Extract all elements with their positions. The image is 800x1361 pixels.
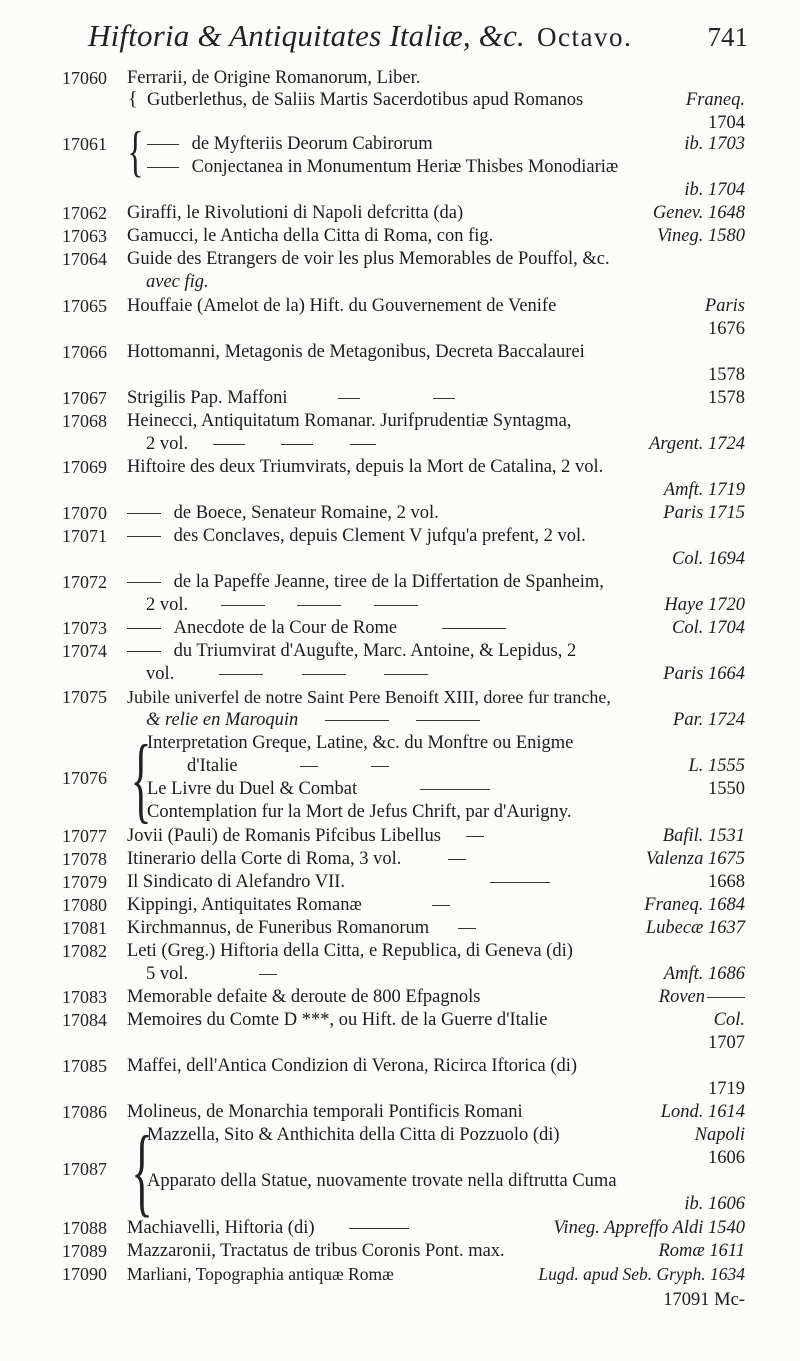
entry-number: 17090 bbox=[62, 1264, 107, 1284]
entry-text: Gutberlethus, de Saliis Martis Sacerdotibus apud Romanos bbox=[147, 90, 584, 110]
entry-number: 17075 bbox=[62, 687, 107, 707]
entry-line bbox=[127, 987, 745, 1009]
imprint-year: 1719 bbox=[708, 1079, 745, 1099]
imprint: Valenza 1675 bbox=[645, 849, 745, 869]
entry-line bbox=[147, 90, 745, 112]
ditto-rule bbox=[297, 605, 341, 606]
ditto-rule bbox=[490, 882, 550, 883]
entry-text: Kirchmannus, de Funeribus Romanorum bbox=[127, 918, 430, 938]
imprint: Franeq. 1684 bbox=[644, 895, 745, 915]
entry-number: 17065 bbox=[62, 296, 107, 316]
entry-text: 2 vol. bbox=[146, 434, 189, 454]
imprint: Lond. 1614 bbox=[660, 1102, 745, 1122]
ditto-rule bbox=[448, 859, 466, 860]
entry-line bbox=[147, 733, 745, 755]
entry-line bbox=[127, 319, 745, 341]
entry-line bbox=[127, 895, 745, 917]
ditto-rule bbox=[338, 398, 360, 399]
entry-number: 17070 bbox=[62, 503, 107, 523]
entry-number: 17067 bbox=[62, 388, 107, 408]
imprint: Paris 1715 bbox=[663, 503, 745, 523]
imprint: Haye 1720 bbox=[664, 595, 745, 615]
imprint: Col. 1704 bbox=[672, 618, 745, 638]
entry-text: Kippingi, Antiquitates Romanæ bbox=[127, 895, 362, 915]
ditto-rule bbox=[432, 905, 450, 906]
entry-line bbox=[147, 134, 745, 156]
entry-line bbox=[147, 802, 745, 824]
running-title: Hiftoria & Antiquitates Italiæ, &c. bbox=[88, 18, 525, 53]
imprint: Roven bbox=[658, 987, 705, 1007]
imprint-place: Col. bbox=[713, 1010, 745, 1030]
imprint: Amft. 1686 bbox=[663, 964, 745, 984]
entry-text: Il Sindicato di Alefandro VII. bbox=[127, 872, 346, 892]
entry-number: 17061 bbox=[62, 134, 107, 154]
ditto-rule bbox=[147, 167, 179, 168]
imprint-year: 1578 bbox=[708, 365, 745, 385]
entry-line bbox=[127, 480, 745, 502]
ditto-rule bbox=[281, 444, 313, 445]
entry-text: Marliani, Topographia antiquæ Romæ bbox=[127, 1264, 394, 1284]
entry-line bbox=[127, 1056, 745, 1078]
ditto-rule bbox=[219, 674, 263, 675]
ditto-rule bbox=[127, 536, 161, 537]
ditto-rule bbox=[127, 582, 161, 583]
imprint-year: 1704 bbox=[708, 113, 745, 133]
entry-number: 17062 bbox=[62, 203, 107, 223]
entry-number: 17089 bbox=[62, 1241, 107, 1261]
entry-line bbox=[127, 1010, 745, 1032]
entry-text: du Triumvirat d'Augufte, Marc. Antoine, & Lepidus, 2 bbox=[173, 641, 577, 661]
entry-number: 17064 bbox=[62, 249, 107, 269]
imprint-place: Napoli bbox=[694, 1125, 745, 1145]
imprint: Vineg. 1580 bbox=[656, 226, 745, 246]
entry-text: des Conclaves, depuis Clement V jufqu'a prefent, 2 vol. bbox=[173, 526, 586, 546]
entry-line bbox=[127, 365, 745, 387]
entry-text: Anecdote de la Cour de Rome bbox=[173, 618, 398, 638]
entry-number: 17087 bbox=[62, 1159, 107, 1179]
entry-text: de Boece, Senateur Romaine, 2 vol. bbox=[173, 503, 439, 523]
entry-number: 17086 bbox=[62, 1102, 107, 1122]
catchword: 17091 Mc- bbox=[663, 1290, 745, 1310]
entry-text: d'Italie bbox=[187, 756, 238, 776]
entry-number: 17063 bbox=[62, 226, 107, 246]
entry-number: 17073 bbox=[62, 618, 107, 638]
ditto-rule bbox=[707, 997, 745, 998]
imprint-year: 1676 bbox=[708, 319, 745, 339]
entry-line bbox=[147, 1125, 745, 1147]
entry-text: Memorable defaite & deroute de 800 Efpagnols bbox=[127, 987, 481, 1007]
ditto-rule bbox=[213, 444, 245, 445]
entry-line bbox=[127, 918, 745, 940]
ditto-rule bbox=[371, 766, 389, 767]
entry-number: 17069 bbox=[62, 457, 107, 477]
entry-line bbox=[127, 1079, 745, 1101]
ditto-rule bbox=[458, 928, 476, 929]
entry-line bbox=[127, 687, 745, 709]
entry-number: 17082 bbox=[62, 941, 107, 961]
ditto-rule bbox=[221, 605, 265, 606]
brace: { bbox=[127, 121, 144, 183]
entry-number: 17077 bbox=[62, 826, 107, 846]
ditto-rule bbox=[147, 144, 179, 145]
entry-line bbox=[127, 1218, 745, 1240]
entry-line bbox=[147, 779, 745, 801]
entry-line bbox=[127, 826, 745, 848]
entry-number: 17072 bbox=[62, 572, 107, 592]
entry-line bbox=[146, 964, 745, 986]
entry-number: 17083 bbox=[62, 987, 107, 1007]
entry-line bbox=[127, 411, 745, 433]
entry-line bbox=[127, 203, 745, 225]
imprint-year: 1668 bbox=[708, 872, 745, 892]
entry-line bbox=[127, 249, 745, 271]
entry-line bbox=[127, 68, 745, 90]
imprint-place: Franeq. bbox=[685, 90, 745, 110]
entry-line bbox=[147, 1171, 745, 1193]
entry-text: Mazzaronii, Tractatus de tribus Coronis Pont. max. bbox=[127, 1241, 505, 1261]
entry-text: 2 vol. bbox=[146, 595, 189, 615]
entry-line bbox=[127, 849, 745, 871]
imprint: Bafil. 1531 bbox=[662, 826, 745, 846]
ditto-rule bbox=[259, 974, 277, 975]
imprint-year: 1578 bbox=[708, 388, 745, 408]
entry-text: Le Livre du Duel & Combat bbox=[147, 779, 358, 799]
brace-top: { bbox=[128, 88, 138, 110]
entry-text: Guide des Etrangers de voir les plus Memorables de Pouffol, &c. bbox=[127, 249, 610, 269]
imprint: L. 1555 bbox=[688, 756, 745, 776]
entry-line bbox=[127, 503, 745, 525]
entry-number: 17076 bbox=[62, 768, 107, 788]
entry-line bbox=[127, 342, 745, 364]
entry-number: 17088 bbox=[62, 1218, 107, 1238]
imprint: Argent. 1724 bbox=[649, 434, 745, 454]
imprint: ib. 1704 bbox=[684, 180, 745, 200]
imprint: Romæ 1611 bbox=[658, 1241, 745, 1261]
entry-line bbox=[146, 434, 745, 456]
imprint: Col. 1694 bbox=[672, 549, 745, 569]
entry-line bbox=[127, 1033, 745, 1055]
imprint-year: 1707 bbox=[708, 1033, 745, 1053]
entry-text: Hottomanni, Metagonis de Metagonibus, Decreta Baccalaurei bbox=[127, 342, 585, 362]
entry-text: Memoires du Comte D ***, ou Hift. de la Guerre d'Italie bbox=[127, 1010, 548, 1030]
entry-text: Itinerario della Corte di Roma, 3 vol. bbox=[127, 849, 402, 869]
ditto-rule bbox=[416, 720, 480, 721]
entry-line bbox=[127, 226, 745, 248]
imprint: Genev. 1648 bbox=[652, 203, 745, 223]
imprint: Amft. 1719 bbox=[663, 480, 745, 500]
entry-line bbox=[127, 549, 745, 571]
entry-line bbox=[127, 388, 745, 410]
entry-text: Jovii (Pauli) de Romanis Pifcibus Libellus bbox=[127, 826, 441, 846]
entry-line bbox=[127, 1241, 745, 1263]
entry-text: Jubile univerfel de notre Saint Pere Benoift XIII, doree fur tranche, bbox=[127, 687, 611, 707]
imprint: Lubecæ 1637 bbox=[645, 918, 745, 938]
entry-line bbox=[147, 113, 745, 135]
entry-text: Giraffi, le Rivolutioni di Napoli defcritta (da) bbox=[127, 203, 464, 223]
entry-text: Hiftoire des deux Triumvirats, depuis la Mort de Catalina, 2 vol. bbox=[127, 457, 604, 477]
ditto-rule bbox=[349, 1228, 409, 1229]
entry-text: Strigilis Pap. Maffoni bbox=[127, 388, 288, 408]
entry-text: Conjectanea in Monumentum Heriæ Thisbes Monodiariæ bbox=[191, 157, 619, 177]
entry-text: Heinecci, Antiquitatum Romanar. Jurifprudentiæ Syntagma, bbox=[127, 411, 572, 431]
imprint: Par. 1724 bbox=[673, 710, 745, 730]
imprint-place: Paris bbox=[704, 296, 745, 316]
ditto-rule bbox=[325, 720, 389, 721]
ditto-rule bbox=[374, 605, 418, 606]
entry-line bbox=[127, 572, 745, 594]
entry-text: Interpretation Greque, Latine, &c. du Monftre ou Enigme bbox=[147, 733, 574, 753]
entry-line bbox=[127, 1264, 745, 1286]
entry-line bbox=[127, 457, 745, 479]
ditto-rule bbox=[466, 836, 484, 837]
entry-number: 17066 bbox=[62, 342, 107, 362]
entry-line bbox=[127, 296, 745, 318]
entry-text: avec fig. bbox=[146, 272, 209, 292]
entry-text: Contemplation fur la Mort de Jefus Chrift, par d'Aurigny. bbox=[147, 802, 572, 822]
imprint: Lugd. apud Seb. Gryph. 1634 bbox=[538, 1264, 745, 1284]
entry-line bbox=[127, 1102, 745, 1124]
entry-number: 17068 bbox=[62, 411, 107, 431]
format-heading: Octavo. bbox=[537, 22, 633, 52]
entry-line bbox=[127, 618, 745, 640]
imprint: ib. 1606 bbox=[684, 1194, 745, 1214]
ditto-rule bbox=[433, 398, 455, 399]
ditto-rule bbox=[350, 444, 376, 445]
entry-line bbox=[146, 664, 745, 686]
ditto-rule bbox=[384, 674, 428, 675]
entry-line bbox=[146, 595, 745, 617]
entry-text: de la Papeffe Jeanne, tiree de la Differtation de Spanheim, bbox=[173, 572, 604, 592]
entry-text: Maffei, dell'Antica Condizion di Verona, Ricirca Iftorica (di) bbox=[127, 1056, 578, 1076]
page-number: 741 bbox=[707, 22, 748, 52]
entry-line bbox=[127, 526, 745, 548]
ditto-rule bbox=[127, 628, 161, 629]
imprint: ib. 1703 bbox=[684, 134, 745, 154]
entry-line bbox=[127, 872, 745, 894]
imprint: Vineg. Appreffo Aldi 1540 bbox=[553, 1218, 745, 1238]
entry-text: Leti (Greg.) Hiftoria della Citta, e Republica, di Geneva (di) bbox=[127, 941, 573, 961]
brace: { bbox=[131, 1115, 153, 1226]
ditto-rule bbox=[302, 674, 346, 675]
entry-line bbox=[127, 941, 745, 963]
entry-text: Ferrarii, de Origine Romanorum, Liber. bbox=[127, 68, 421, 88]
entry-number: 17084 bbox=[62, 1010, 107, 1030]
entry-line bbox=[147, 756, 745, 778]
entry-text: 5 vol. bbox=[146, 964, 189, 984]
entry-line bbox=[147, 157, 745, 179]
ditto-rule bbox=[442, 628, 506, 629]
entry-line bbox=[147, 180, 745, 202]
imprint: Paris 1664 bbox=[663, 664, 745, 684]
entry-number: 17081 bbox=[62, 918, 107, 938]
ditto-rule bbox=[127, 513, 161, 514]
ditto-rule bbox=[420, 789, 490, 790]
entry-number: 17079 bbox=[62, 872, 107, 892]
entry-line bbox=[146, 710, 745, 732]
imprint-year: 1606 bbox=[708, 1148, 745, 1168]
entry-text: & relie en Maroquin bbox=[146, 710, 299, 730]
entry-number: 17078 bbox=[62, 849, 107, 869]
entry-text: de Myfteriis Deorum Cabirorum bbox=[191, 134, 433, 154]
entry-text: Machiavelli, Hiftoria (di) bbox=[127, 1218, 315, 1238]
entry-number: 17074 bbox=[62, 641, 107, 661]
entry-text: Gamucci, le Anticha della Citta di Roma, con fig. bbox=[127, 226, 494, 246]
entry-line bbox=[147, 1194, 745, 1216]
imprint-year: 1550 bbox=[708, 779, 745, 799]
entry-text: Molineus, de Monarchia temporali Pontificis Romani bbox=[127, 1102, 523, 1122]
brace: { bbox=[130, 725, 152, 832]
ditto-rule bbox=[300, 766, 318, 767]
entry-text: Mazzella, Sito & Anthichita della Citta di Pozzuolo (di) bbox=[147, 1125, 560, 1145]
ditto-rule bbox=[127, 651, 161, 652]
entry-number: 17080 bbox=[62, 895, 107, 915]
entry-line bbox=[146, 272, 745, 294]
entry-text: vol. bbox=[146, 664, 175, 684]
entry-number: 17071 bbox=[62, 526, 107, 546]
entry-text: Houffaie (Amelot de la) Hift. du Gouvernement de Venife bbox=[127, 296, 557, 316]
entry-line bbox=[147, 1148, 745, 1170]
entry-line bbox=[127, 641, 745, 663]
entry-number: 17085 bbox=[62, 1056, 107, 1076]
entry-number: 17060 bbox=[62, 68, 107, 88]
entry-text: Apparato della Statue, nuovamente trovate nella diftrutta Cuma bbox=[147, 1171, 617, 1191]
